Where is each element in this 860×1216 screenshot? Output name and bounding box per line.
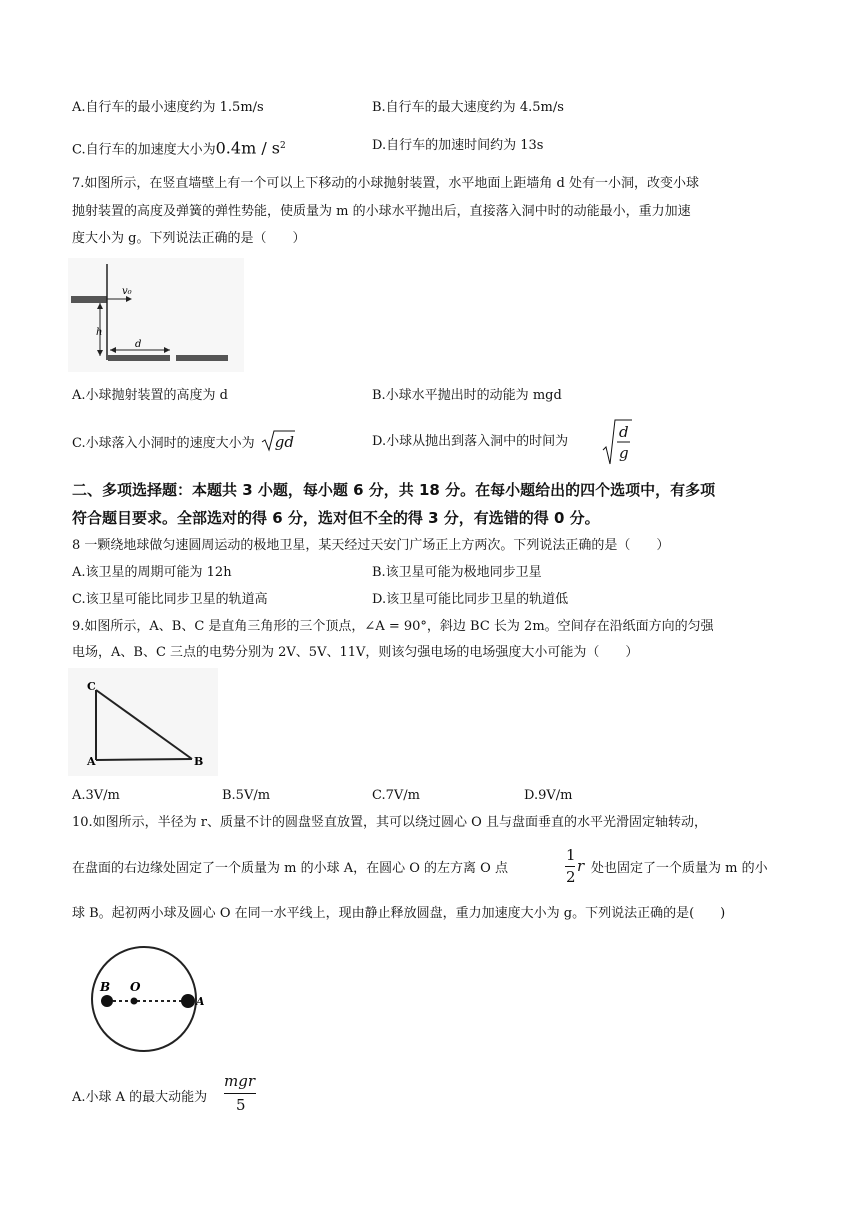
q9-option-a: A.3V/m (72, 788, 120, 803)
q7-stem-line2: 抛射装置的高度及弹簧的弹性势能，使质量为 m 的小球水平抛出后，直接落入洞中时的动能最小，重力加速 (72, 204, 691, 219)
ground-left (108, 355, 170, 361)
q7-option-b: B.小球水平抛出时的动能为 mgd (372, 388, 562, 403)
ball-a (181, 994, 195, 1008)
q10-stem-line2a: 在盘面的右边缘处固定了一个质量为 m 的小球 A，在圆心 O 的左方离 O 点 (72, 861, 508, 876)
q10-stem-line2b: 处也固定了一个质量为 m 的小 (591, 861, 768, 876)
q9-option-b: B.5V/m (222, 788, 271, 803)
q7-option-d: D.小球从抛出到落入洞中的时间为 (372, 434, 569, 449)
fraction-numerator: mgr (224, 1072, 255, 1090)
q9-stem-line2: 电场，A、B、C 三点的电势分别为 2V、5V、11V，则该匀强电场的电场强度大小可能为（ ） (72, 645, 639, 660)
q6-option-c-exponent: 2 (280, 141, 286, 151)
vertex-b-label: B (194, 755, 204, 768)
q10-option-a-fraction (224, 1072, 258, 1118)
q7-option-d-formula (602, 418, 632, 466)
fraction-numerator: 1 (566, 846, 576, 864)
half-r-fraction (565, 846, 587, 888)
q6-option-c-value: 0.4m / s (215, 138, 281, 158)
q8-stem: 8 一颗绕地球做匀速圆周运动的极地卫星，某天经过天安门广场正上方两次。下列说法正确的是（ ） (72, 538, 670, 553)
q10-stem-line1: 10.如图所示，半径为 r、质量不计的圆盘竖直放置，其可以绕过圆心 O 且与盘面垂直的水平光滑固定轴转动， (72, 815, 707, 830)
q10-option-a: A.小球 A 的最大动能为 (72, 1090, 208, 1105)
q7-option-c (72, 434, 294, 452)
section-heading-line2: 符合题目要求。全部选对的得 6 分，选对但不全的得 3 分，有选错的得 0 分。 (72, 509, 600, 527)
q9-option-c: C.7V/m (372, 788, 420, 803)
ball-b (101, 995, 113, 1007)
sqrt-sign (261, 430, 295, 452)
q6-option-b: B.自行车的最大速度约为 4.5m/s (372, 100, 564, 115)
q6-option-c (72, 138, 286, 158)
q9-figure (68, 668, 218, 776)
d-label: d (135, 339, 142, 350)
q10-stem-line3: 球 B。起初两小球及圆心 O 在同一水平线上，现由静止释放圆盘，重力加速度大小为 g。下列说法正确的是( ) (72, 906, 726, 921)
vertex-c-label: C (87, 680, 96, 693)
q7-stem-line3: 度大小为 g。下列说法正确的是（ ） (72, 231, 306, 246)
q7-stem-line1: 7.如图所示，在竖直墙壁上有一个可以上下移动的小球抛射装置，水平地面上距墙角 d 处有一小洞，改变小球 (72, 176, 699, 191)
fraction-denominator: g (619, 444, 629, 462)
v0-label: v₀ (122, 286, 132, 297)
b-label: B (100, 980, 111, 994)
fraction-numerator: d (619, 423, 629, 441)
radius-symbol: r (577, 857, 585, 875)
section-heading-line1: 二、多项选择题：本题共 3 小题，每小题 6 分，共 18 分。在每小题给出的四个选项中，有多项 (72, 481, 716, 499)
q8-option-b: B.该卫星可能为极地同步卫星 (372, 565, 542, 580)
q7-figure (68, 258, 244, 372)
q6-option-c-text: C.自行车的加速度大小为 (72, 142, 216, 158)
q7-option-a: A.小球抛射装置的高度为 d (72, 388, 228, 403)
h-label: h (96, 327, 103, 338)
q9-stem-line1: 9.如图所示，A、B、C 是直角三角形的三个顶点，∠A = 90°，斜边 BC 长为 2m。空间存在沿纸面方向的匀强 (72, 619, 714, 634)
side-ab (96, 759, 192, 760)
q9-option-d: D.9V/m (524, 788, 573, 803)
q6-option-a: A.自行车的最小速度约为 1.5m/s (72, 100, 264, 115)
fraction-denominator: 5 (236, 1096, 246, 1114)
fraction-bar (224, 1093, 256, 1094)
ground-right (176, 355, 228, 361)
launcher-bar (71, 296, 107, 303)
q8-option-c: C.该卫星可能比同步卫星的轨道高 (72, 592, 268, 607)
a-label: A (196, 995, 205, 1008)
q8-option-a: A.该卫星的周期可能为 12h (72, 565, 232, 580)
o-label: O (130, 980, 141, 994)
fraction-bar (565, 866, 575, 867)
fraction-denominator: 2 (566, 868, 576, 886)
center-o (131, 998, 138, 1005)
q10-figure (78, 944, 210, 1054)
vertex-a-label: A (87, 755, 96, 768)
q7-option-c-radicand: gd (274, 433, 294, 451)
q8-option-d: D.该卫星可能比同步卫星的轨道低 (372, 592, 569, 607)
q6-option-d: D.自行车的加速时间约为 13s (372, 138, 544, 153)
q7-option-c-text: C.小球落入小洞时的速度大小为 (72, 436, 255, 451)
